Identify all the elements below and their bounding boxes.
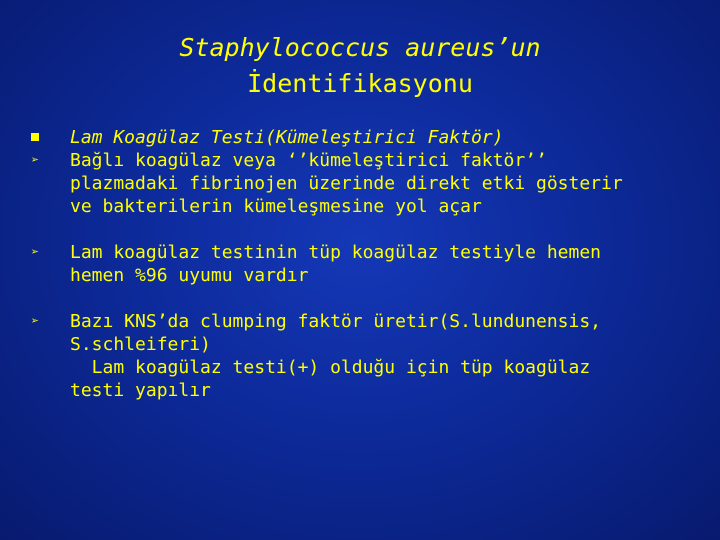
slide-title <box>0 30 720 102</box>
bullet-item-1 <box>70 126 690 149</box>
bullet-4-line-3: Lam koagülaz testi(+) olduğu için tüp koagülaz <box>70 357 591 378</box>
bullet-3-line-2: hemen %96 uyumu vardır <box>70 265 309 286</box>
arrow-bullet-icon: ➢ <box>31 314 39 329</box>
square-bullet-icon <box>31 133 39 141</box>
arrow-bullet-icon: ➢ <box>31 153 39 168</box>
title-line-1: Staphylococcus aureus’un <box>179 33 541 62</box>
bullet-2-line-3: ve bakterilerin kümeleşmesine yol açar <box>70 196 482 217</box>
arrow-bullet-icon: ➢ <box>31 245 39 260</box>
bullet-1-line-1: Lam Koagülaz Testi(Kümeleştirici Faktör) <box>70 127 504 148</box>
bullet-4-line-1: Bazı KNS’da clumping faktör üretir(S.lundunensis, <box>70 311 602 332</box>
bullet-item-2 <box>31 149 690 218</box>
bullet-4-line-4: testi yapılır <box>70 380 211 401</box>
title-line-2: İdentifikasyonu <box>247 69 473 98</box>
bullet-2-line-1: Bağlı koagülaz veya ‘’kümeleştirici faktör’’ <box>70 150 547 171</box>
bullet-list <box>31 126 690 402</box>
bullet-3-line-1: Lam koagülaz testinin tüp koagülaz testiyle hemen <box>70 242 602 263</box>
bullet-item-4 <box>31 310 690 402</box>
bullet-item-3 <box>31 241 690 287</box>
bullet-4-line-2: S.schleiferi) <box>70 334 211 355</box>
bullet-2-line-2: plazmadaki fibrinojen üzerinde direkt etki gösterir <box>70 173 623 194</box>
